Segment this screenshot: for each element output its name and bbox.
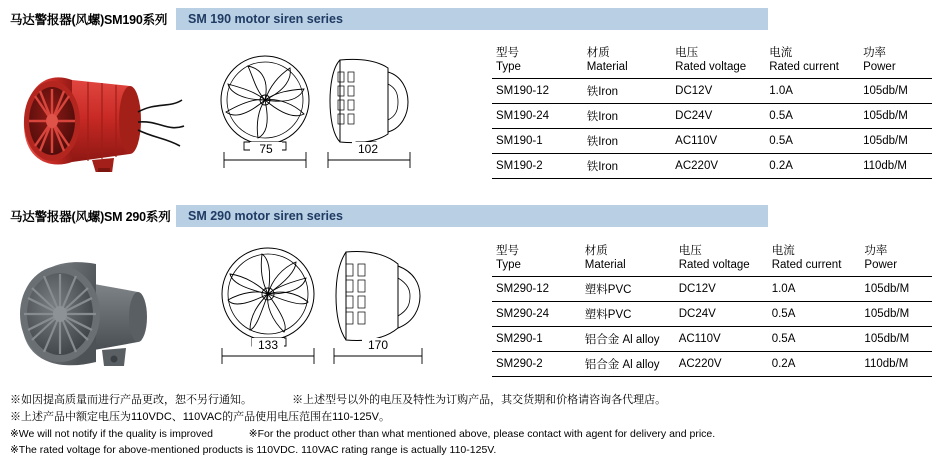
header-material xyxy=(583,42,671,78)
cell-voltage: AC110V xyxy=(671,128,765,153)
cell-material: 铁Iron xyxy=(583,78,671,103)
header-current xyxy=(768,240,861,276)
header-material-cn: 材质 xyxy=(584,245,608,257)
cell-type: SM190-12 xyxy=(492,78,583,103)
header-type-en: Type xyxy=(496,61,521,74)
section-title-en-sm190: SM 190 motor siren series xyxy=(176,8,768,30)
cell-material: 铁Iron xyxy=(583,128,671,153)
cell-type: SM290-2 xyxy=(492,351,581,376)
sm190-technical-drawing xyxy=(210,42,460,172)
header-voltage-en: Rated voltage xyxy=(675,61,747,74)
cell-material: 塑料PVC xyxy=(581,301,675,326)
cell-type: SM290-1 xyxy=(492,326,581,351)
cell-current: 0.5A xyxy=(765,103,859,128)
cell-material: 铝合金 Al alloy xyxy=(581,351,675,376)
cell-voltage: AC220V xyxy=(671,153,765,178)
header-power-en: Power xyxy=(863,61,896,74)
header-power-en: Power xyxy=(864,259,898,272)
table-header-row xyxy=(492,240,932,276)
cell-current: 0.5A xyxy=(768,301,861,326)
cell-current: 0.2A xyxy=(768,351,861,376)
cell-voltage: DC24V xyxy=(675,301,768,326)
header-voltage xyxy=(675,240,768,276)
cell-power: 105db/M xyxy=(859,128,932,153)
header-current-cn: 电流 xyxy=(771,245,795,257)
header-material-en: Material xyxy=(586,61,628,74)
footer-notes xyxy=(10,392,935,459)
header-type-en: Type xyxy=(496,259,521,272)
cell-current: 0.5A xyxy=(765,128,859,153)
cell-type: SM190-1 xyxy=(492,128,583,153)
header-power-cn: 功率 xyxy=(863,47,887,59)
sm290-spec-table xyxy=(492,240,932,377)
header-type-cn: 型号 xyxy=(496,47,519,59)
sm290-dim-length: 170 xyxy=(362,338,394,352)
note-en-agent: ※For the product other than what mentioned above, please contact with agent for delivery and price. xyxy=(248,428,716,441)
sm190-drawing-svg xyxy=(210,42,460,172)
header-current-en: Rated current xyxy=(771,259,842,272)
note-row-en-1 xyxy=(10,426,935,442)
sm290-technical-drawing xyxy=(210,238,460,368)
header-current-cn: 电流 xyxy=(769,47,793,59)
table-row xyxy=(492,153,932,178)
table-header-row xyxy=(492,42,932,78)
cell-voltage: DC12V xyxy=(675,276,768,301)
table-row xyxy=(492,78,932,103)
header-voltage-cn: 电压 xyxy=(678,245,702,257)
cell-material: 塑料PVC xyxy=(581,276,675,301)
header-power xyxy=(860,240,932,276)
header-material xyxy=(581,240,675,276)
header-material-cn: 材质 xyxy=(586,47,610,59)
cell-material: 铁Iron xyxy=(583,153,671,178)
cell-voltage: DC24V xyxy=(671,103,765,128)
table-row xyxy=(492,128,932,153)
cell-power: 105db/M xyxy=(859,78,932,103)
sm190-product-photo xyxy=(10,42,190,172)
note-cn-agent: ※上述型号以外的电压及特性为订购产品，其交货期和价格请咨询各代理店。 xyxy=(292,394,667,406)
header-current-en: Rated current xyxy=(769,61,839,74)
cell-power: 110db/M xyxy=(860,351,932,376)
sm290-dim-diameter: 133 xyxy=(252,338,284,352)
sm190-dim-diameter: 75 xyxy=(250,142,282,156)
note-cn-voltage-range: ※上述产品中额定电压为110VDC、110VAC的产品使用电压范围在110-125V。 xyxy=(10,411,390,424)
sm190-spec-table xyxy=(492,42,932,179)
header-voltage xyxy=(671,42,765,78)
sm290-siren-illustration xyxy=(10,238,190,368)
sm190-dim-length: 102 xyxy=(352,142,384,156)
section-title-cn-sm290: 马达警报器(风螺)SM 290系列 xyxy=(8,205,176,227)
sm290-product-photo xyxy=(10,238,190,368)
header-power xyxy=(859,42,932,78)
header-current xyxy=(765,42,859,78)
header-type xyxy=(492,42,583,78)
header-power-cn: 功率 xyxy=(864,245,888,257)
note-row-cn-2 xyxy=(10,409,935,426)
sm190-siren-illustration xyxy=(10,42,190,172)
cell-material: 铝合金 Al alloy xyxy=(581,326,675,351)
section-header-sm290 xyxy=(8,205,768,227)
table-row xyxy=(492,301,932,326)
cell-current: 1.0A xyxy=(765,78,859,103)
note-row-cn-1 xyxy=(10,392,935,409)
cell-voltage: AC220V xyxy=(675,351,768,376)
header-voltage-cn: 电压 xyxy=(675,47,699,59)
cell-current: 1.0A xyxy=(768,276,861,301)
header-voltage-en: Rated voltage xyxy=(678,259,750,272)
cell-power: 105db/M xyxy=(860,326,932,351)
cell-power: 105db/M xyxy=(860,276,932,301)
cell-type: SM290-24 xyxy=(492,301,581,326)
cell-material: 铁Iron xyxy=(583,103,671,128)
cell-current: 0.2A xyxy=(765,153,859,178)
cell-type: SM190-24 xyxy=(492,103,583,128)
note-en-voltage-range: ※The rated voltage for above-mentioned products is 110VDC. 110VAC rating range is actually 110-125V. xyxy=(10,444,497,457)
note-cn-quality: ※如因提高质量而进行产品更改，恕不另行通知。 xyxy=(10,394,252,406)
section-title-cn-sm190: 马达警报器(风螺)SM190系列 xyxy=(8,8,176,30)
table-row xyxy=(492,276,932,301)
section-title-en-sm290: SM 290 motor siren series xyxy=(176,205,768,227)
section-header-sm190 xyxy=(8,8,768,30)
table-row xyxy=(492,103,932,128)
note-row-en-2 xyxy=(10,442,935,458)
cell-power: 105db/M xyxy=(859,103,932,128)
cell-current: 0.5A xyxy=(768,326,861,351)
header-material-en: Material xyxy=(584,259,626,272)
header-type-cn: 型号 xyxy=(496,245,519,257)
cell-type: SM290-12 xyxy=(492,276,581,301)
sm290-drawing-svg xyxy=(210,238,460,368)
cell-voltage: AC110V xyxy=(675,326,768,351)
note-en-quality: ※We will not notify if the quality is improved xyxy=(10,428,213,441)
cell-power: 105db/M xyxy=(860,301,932,326)
table-row xyxy=(492,326,932,351)
cell-type: SM190-2 xyxy=(492,153,583,178)
cell-power: 110db/M xyxy=(859,153,932,178)
table-row xyxy=(492,351,932,376)
cell-voltage: DC12V xyxy=(671,78,765,103)
header-type xyxy=(492,240,581,276)
